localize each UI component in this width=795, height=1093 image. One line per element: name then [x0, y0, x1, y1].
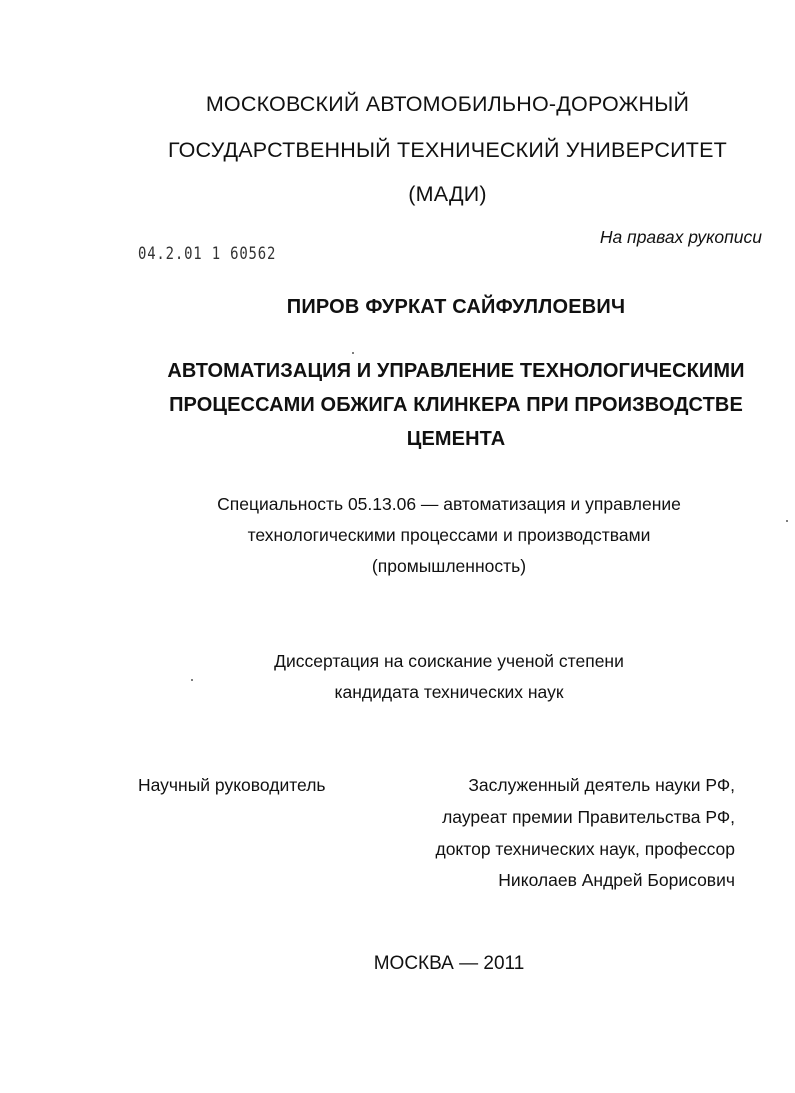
manuscript-rights-note: На правах рукописи [599, 227, 762, 247]
scan-speck [191, 679, 193, 681]
dissertation-title-line-3: ЦЕМЕНТА [406, 428, 506, 450]
scan-speck [786, 520, 788, 522]
supervisor-label: Научный руководитель [138, 775, 326, 795]
dissertation-title-line-2: ПРОЦЕССАМИ ОБЖИГА КЛИНКЕРА ПРИ ПРОИЗВОДСТВЕ [169, 394, 743, 416]
library-stamp-number: 04.2.01 1 60562 [138, 244, 277, 264]
specialty-line-1: Специальность 05.13.06 — автоматизация и управление [217, 494, 681, 514]
city-year: МОСКВА — 2011 [373, 953, 525, 974]
university-abbreviation: (МАДИ) [408, 182, 487, 206]
scan-speck [352, 352, 354, 354]
dissertation-title-line-1: АВТОМАТИЗАЦИЯ И УПРАВЛЕНИЕ ТЕХНОЛОГИЧЕСКИМИ [167, 360, 745, 382]
degree-line-2: кандидата технических наук [334, 682, 564, 702]
supervisor-title-3: доктор технических наук, профессор [435, 839, 735, 859]
author-name: ПИРОВ ФУРКАТ САЙФУЛЛОЕВИЧ [286, 296, 626, 318]
university-line-2: ГОСУДАРСТВЕННЫЙ ТЕХНИЧЕСКИЙ УНИВЕРСИТЕТ [168, 138, 727, 162]
specialty-line-3: (промышленность) [371, 556, 527, 576]
university-line-1: МОСКОВСКИЙ АВТОМОБИЛЬНО-ДОРОЖНЫЙ [205, 92, 690, 116]
supervisor-title-2: лауреат премии Правительства РФ, [442, 807, 735, 827]
supervisor-name: Николаев Андрей Борисович [498, 870, 735, 890]
specialty-line-2: технологическими процессами и производствами [247, 525, 651, 545]
supervisor-title-1: Заслуженный деятель науки РФ, [468, 775, 735, 795]
degree-line-1: Диссертация на соискание ученой степени [274, 651, 624, 671]
